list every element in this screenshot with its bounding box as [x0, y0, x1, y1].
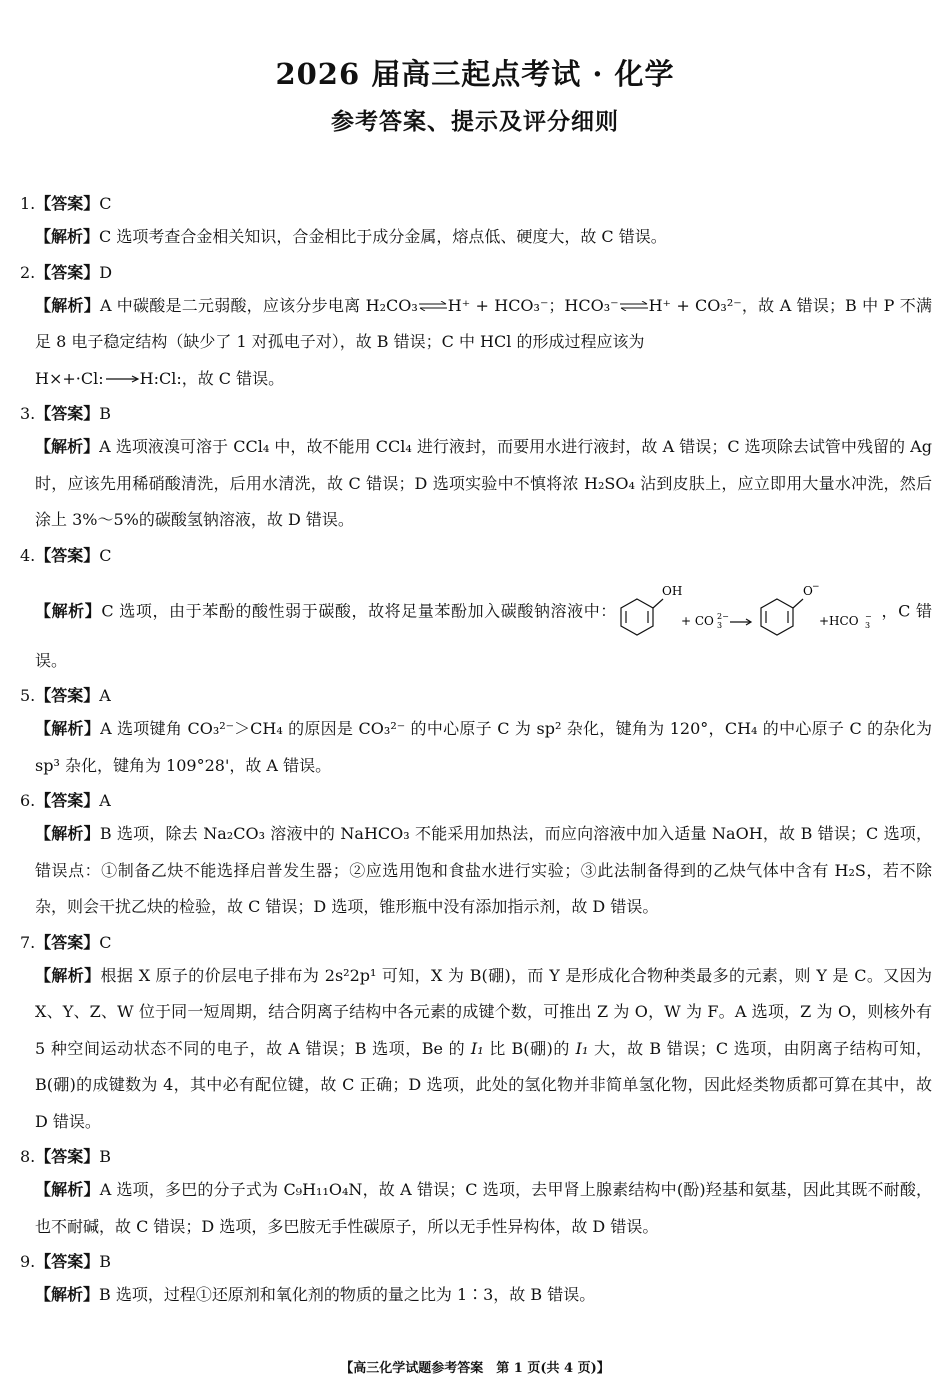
answer-line-5: 5.【答案】A: [20, 686, 111, 705]
answer-line-6: 6.【答案】A: [20, 791, 111, 810]
equilibrium-arrow-icon: [619, 301, 649, 311]
analysis-7: 【解析】根据 X 原子的价层电子排布为 2s²2p¹ 可知，X 为 B(硼)，而 Y 是形成化合物种类最多的元素，则 Y 是 C。又因为 X、Y、Z、W 位于同一短周期，结合阴离子结构中各元素的成键个数，可推出 Z 为 O，W 为 F。A 选项，Z 为 O，则核外有 5 种空间运动状态不同的电子，故 A 错误；B 选项，Be 的 I₁ 比 B(硼)的 I₁ 大，故 B 错误；C 选项，由阴离子结构可知，B(硼)的成键数为 4，其中必有配位键，故 C 正确；D 选项，此处的氢化物并非简单氢化物，因此烃类物质都可算在其中，故 D 错误。: [35, 965, 932, 1131]
analysis-2: 【解析】A 中碳酸是二元弱酸，应该分步电离 H₂CO₃ H⁺ + HCO₃⁻；HCO₃⁻ H⁺ + CO₃²⁻，故 A 错误；B 中 P 不满足 8 电子稳定结构（缺少了 1 对孤电子对），故 B 错误；C 中 HCl 的形成过程应该为 H×+·Cl: H:Cl:，故 C 错误。: [35, 295, 932, 388]
analysis-5: 【解析】A 选项键角 CO₃²⁻＞CH₄ 的原因是 CO₃²⁻ 的中心原子 C 为 sp² 杂化，键角为 120°，CH₄ 的中心原子 C 的杂化为 sp³ 杂化，键角为 109°28'，故 A 错误。: [35, 719, 932, 775]
page-footer: 【高三化学试题参考答案 第 1 页(共 4 页)】: [340, 1361, 610, 1376]
page-subtitle: 参考答案、提示及评分细则: [331, 108, 619, 135]
analysis-3: 【解析】A 选项液溴可溶于 CCl₄ 中，故不能用 CCl₄ 进行液封，而要用水进行液封，故 A 错误；C 选项除去试管中残留的 Ag 时，应该先用稀硝酸清洗，后用水清洗，故 C 错误；D 选项实验中不慎将浓 H₂SO₄ 沾到皮肤上，应立即用大量水冲洗，然后涂上 3%～5%的碳酸氢钠溶液，故 D 错误。: [35, 437, 933, 529]
phenol-reaction-diagram: [617, 581, 881, 643]
svg-text:OH: OH: [661, 583, 683, 598]
svg-text:+ CO: + CO: [680, 613, 714, 628]
hcl-formation-right: H:Cl:: [139, 368, 182, 388]
answer-line-7: 7.【答案】C: [20, 932, 112, 952]
analysis-1: 【解析】C 选项考查合金相关知识，合金相比于成分金属，熔点低、硬度大，故 C 错误。: [35, 227, 667, 246]
svg-text:3: 3: [716, 620, 722, 630]
answer-line-8: 8.【答案】B: [20, 1147, 112, 1166]
svg-text:−: −: [864, 611, 872, 621]
answer-list: [20, 189, 932, 1316]
phenol-ring-icon: [621, 599, 663, 635]
page-title: 2026 届高三起点考试 · 化学: [275, 57, 675, 91]
svg-text:−: −: [811, 581, 820, 592]
analysis-6: 【解析】B 选项，除去 Na₂CO₃ 溶液中的 NaHCO₃ 不能采用加热法，而应向溶液中加入适量 NaOH，故 B 错误；C 选项，错误点：①制备乙炔不能选择启普发生器；②应选用饱和食盐水进行实验；③此法制备得到的乙炔气体中含有 H₂S，若不除杂，则会干扰乙炔的检验，故 C 错误；D 选项，锥形瓶中没有添加指示剂，故 D 错误。: [35, 824, 932, 916]
analysis-9: 【解析】B 选项，过程①还原剂和氧化剂的物质的量之比为 1∶3，故 B 错误。: [35, 1285, 596, 1304]
answer-line-9: 9.【答案】B: [20, 1252, 112, 1271]
svg-text:2−: 2−: [716, 611, 729, 621]
answer-line-2: 2.【答案】D: [20, 262, 113, 282]
analysis-4: 【解析】C 选项，由于苯酚的酸性弱于碳酸，故将足量苯酚加入碳酸钠溶液中： OH + CO 2− 3 O − +HCO − 3 ，C 错误。: [35, 581, 932, 670]
answer-line-1: 1.【答案】C: [20, 194, 112, 213]
svg-text:+HCO: +HCO: [818, 613, 859, 628]
answer-line-3: 3.【答案】B: [20, 404, 112, 423]
equilibrium-arrow-icon: [418, 301, 448, 311]
hcl-formation-left: H×+·Cl:: [35, 368, 104, 388]
svg-text:3: 3: [864, 620, 870, 630]
phenoxide-ring-icon: [761, 599, 803, 635]
analysis-8: 【解析】A 选项，多巴的分子式为 C₉H₁₁O₄N，故 A 错误；C 选项，去甲肾上腺素结构中(酚)羟基和氨基，因此其既不耐酸，也不耐碱，故 C 错误；D 选项，多巴胺无手性碳原子，所以无手性异构体，故 D 错误。: [35, 1180, 932, 1236]
answer-line-4: 4.【答案】C: [20, 545, 112, 565]
svg-text:O: O: [802, 583, 813, 598]
reaction-arrow-icon: [104, 374, 140, 384]
